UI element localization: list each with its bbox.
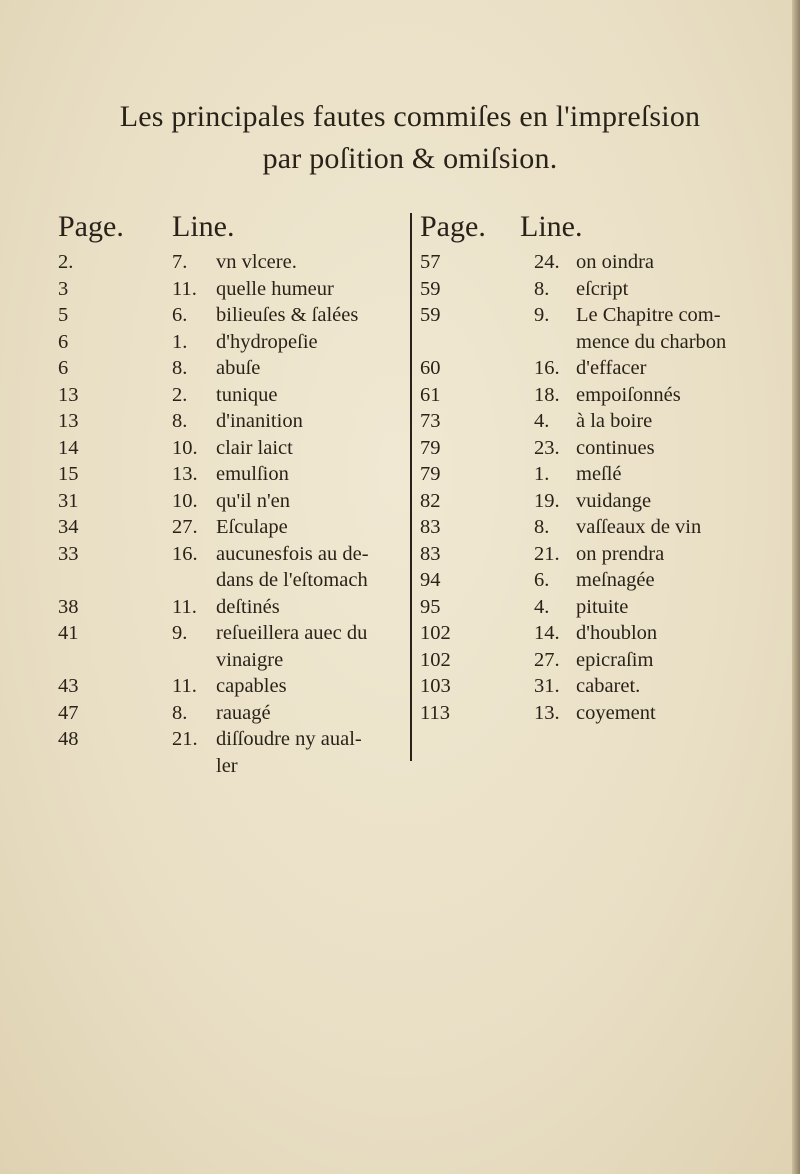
page-number: 83 — [420, 516, 441, 538]
page-number: 57 — [420, 251, 441, 273]
correction-text: quelle humeur — [216, 277, 334, 300]
line-header: Line. — [520, 210, 583, 243]
left-column-header — [58, 205, 408, 249]
page-number: 13 — [58, 410, 79, 432]
page-number: 15 — [58, 463, 79, 485]
right-column — [420, 205, 760, 726]
line-number: 2. — [172, 383, 188, 406]
errata-row — [420, 541, 760, 568]
errata-row — [58, 435, 408, 462]
errata-row — [420, 249, 760, 276]
line-number: 7. — [172, 251, 188, 273]
errata-row — [58, 594, 408, 621]
errata-row — [420, 435, 760, 462]
correction-text: reſueillera auec du — [216, 622, 368, 644]
page-number: 113 — [420, 701, 450, 724]
page-number: 48 — [58, 728, 79, 750]
page-number: 61 — [420, 383, 441, 406]
errata-row — [58, 647, 408, 674]
correction-text: vn vlcere. — [216, 251, 297, 273]
errata-row — [58, 355, 408, 382]
errata-row — [58, 726, 408, 753]
errata-row — [420, 620, 760, 647]
line-number: 14. — [534, 622, 560, 644]
correction-text: vuidange — [576, 489, 652, 512]
line-header: Line. — [172, 210, 235, 243]
line-number: 4. — [534, 595, 550, 618]
line-number: 13. — [172, 463, 198, 485]
page-number: 83 — [420, 542, 441, 565]
line-number: 8. — [172, 357, 188, 379]
errata-row — [420, 567, 760, 594]
correction-text: diſſoudre ny aual- — [216, 728, 362, 750]
errata-row — [58, 276, 408, 303]
errata-row — [58, 461, 408, 488]
page-number: 2. — [58, 251, 74, 273]
errata-row — [420, 673, 760, 700]
errata-row — [58, 488, 408, 515]
errata-row — [58, 514, 408, 541]
line-number: 9. — [172, 622, 188, 644]
page-number: 59 — [420, 277, 441, 300]
page-number: 95 — [420, 595, 441, 618]
line-number: 11. — [172, 595, 197, 618]
line-number: 31. — [534, 675, 560, 697]
correction-text: meſnagée — [576, 569, 655, 591]
errata-row — [420, 594, 760, 621]
correction-text: dans de l'eſtomach — [216, 569, 368, 591]
page-number: 34 — [58, 516, 79, 538]
line-number: 11. — [172, 675, 197, 697]
line-number: 13. — [534, 701, 560, 724]
errata-row — [420, 382, 760, 409]
line-number: 1. — [172, 330, 188, 353]
correction-text: mence du charbon — [576, 330, 727, 353]
correction-text: coyement — [576, 701, 656, 724]
correction-text: on prendra — [576, 542, 665, 565]
line-number: 6. — [534, 569, 550, 591]
line-number: 1. — [534, 463, 550, 485]
correction-text: vaſſeaux de vin — [576, 516, 702, 538]
page-number: 79 — [420, 436, 441, 459]
page-number: 3 — [58, 277, 69, 300]
line-number: 24. — [534, 251, 560, 273]
page-number: 31 — [58, 489, 79, 512]
errata-row — [420, 461, 760, 488]
errata-row — [420, 355, 760, 382]
errata-row — [420, 488, 760, 515]
line-number: 8. — [534, 277, 550, 300]
page-number: 33 — [58, 542, 79, 565]
page-number: 41 — [58, 622, 79, 644]
page-number: 43 — [58, 675, 79, 697]
correction-text: meſlé — [576, 463, 622, 485]
errata-row — [420, 329, 760, 356]
errata-title — [60, 96, 760, 180]
page-number: 94 — [420, 569, 441, 591]
errata-row — [420, 514, 760, 541]
line-number: 9. — [534, 304, 550, 326]
page-number: 38 — [58, 595, 79, 618]
title-line-1: Les principales fautes commiſes en l'impreſsion — [119, 100, 701, 133]
line-number: 8. — [172, 701, 188, 724]
errata-row — [58, 541, 408, 568]
page-number: 6 — [58, 330, 69, 353]
errata-row — [58, 753, 408, 780]
page-number: 6 — [58, 357, 69, 379]
page-number: 103 — [420, 675, 451, 697]
line-number: 8. — [172, 410, 188, 432]
correction-text: qu'il n'en — [216, 489, 291, 512]
page-number: 60 — [420, 357, 441, 379]
correction-text: bilieuſes & ſalées — [216, 304, 359, 326]
correction-text: clair laict — [216, 436, 293, 459]
page-number: 73 — [420, 410, 441, 432]
correction-text: on oindra — [576, 251, 654, 273]
correction-text: empoiſonnés — [576, 383, 681, 406]
correction-text: eſcript — [576, 277, 629, 300]
page-number: 5 — [58, 304, 69, 326]
correction-text: aucunesfois au de- — [216, 542, 369, 565]
page-edge — [792, 0, 800, 1174]
page-number: 79 — [420, 463, 441, 485]
errata-row — [58, 408, 408, 435]
left-rows — [58, 249, 408, 779]
correction-text: abuſe — [216, 357, 261, 379]
errata-row — [58, 302, 408, 329]
errata-row — [58, 567, 408, 594]
right-column-header — [420, 205, 760, 249]
line-number: 18. — [534, 383, 560, 406]
line-number: 27. — [534, 648, 560, 671]
page-header: Page. — [58, 210, 124, 243]
line-number: 16. — [172, 542, 198, 565]
errata-row — [58, 382, 408, 409]
correction-text: d'inanition — [216, 410, 303, 432]
line-number: 23. — [534, 436, 560, 459]
errata-row — [420, 302, 760, 329]
correction-text: emulſion — [216, 463, 289, 485]
correction-text: à la boire — [576, 410, 653, 432]
right-rows — [420, 249, 760, 726]
page-number: 13 — [58, 383, 79, 406]
correction-text: cabaret. — [576, 675, 641, 697]
correction-text: Eſculape — [216, 516, 288, 538]
errata-row — [58, 249, 408, 276]
page-number: 82 — [420, 489, 441, 512]
line-number: 11. — [172, 277, 197, 300]
line-number: 10. — [172, 489, 198, 512]
correction-text: Le Chapitre com- — [576, 304, 721, 326]
page-number: 59 — [420, 304, 441, 326]
line-number: 6. — [172, 304, 188, 326]
line-number: 10. — [172, 436, 198, 459]
line-number: 4. — [534, 410, 550, 432]
errata-row — [420, 700, 760, 727]
correction-text: d'hydropeſie — [216, 330, 318, 353]
errata-row — [58, 700, 408, 727]
line-number: 27. — [172, 516, 198, 538]
page-header: Page. — [420, 210, 486, 243]
correction-text: deſtinés — [216, 595, 280, 618]
errata-row — [58, 673, 408, 700]
page-number: 14 — [58, 436, 79, 459]
correction-text: capables — [216, 675, 287, 697]
left-column — [58, 205, 408, 779]
correction-text: d'houblon — [576, 622, 658, 644]
line-number: 8. — [534, 516, 550, 538]
page-number: 102 — [420, 648, 451, 671]
correction-text: continues — [576, 436, 655, 459]
line-number: 16. — [534, 357, 560, 379]
correction-text: rauagé — [216, 701, 271, 724]
errata-row — [58, 620, 408, 647]
correction-text: pituite — [576, 595, 629, 618]
errata-row — [58, 329, 408, 356]
correction-text: vinaigre — [216, 648, 284, 671]
errata-row — [420, 276, 760, 303]
correction-text: tunique — [216, 383, 278, 406]
line-number: 21. — [172, 728, 198, 750]
errata-row — [420, 647, 760, 674]
line-number: 19. — [534, 489, 560, 512]
line-number: 21. — [534, 542, 560, 565]
column-divider — [410, 213, 412, 761]
correction-text: epicraſim — [576, 648, 654, 671]
page-number: 102 — [420, 622, 451, 644]
title-line-2: par poſition & omiſsion. — [262, 142, 558, 175]
correction-text: ler — [216, 754, 238, 777]
page-number: 47 — [58, 701, 79, 724]
errata-row — [420, 408, 760, 435]
correction-text: d'effacer — [576, 357, 647, 379]
